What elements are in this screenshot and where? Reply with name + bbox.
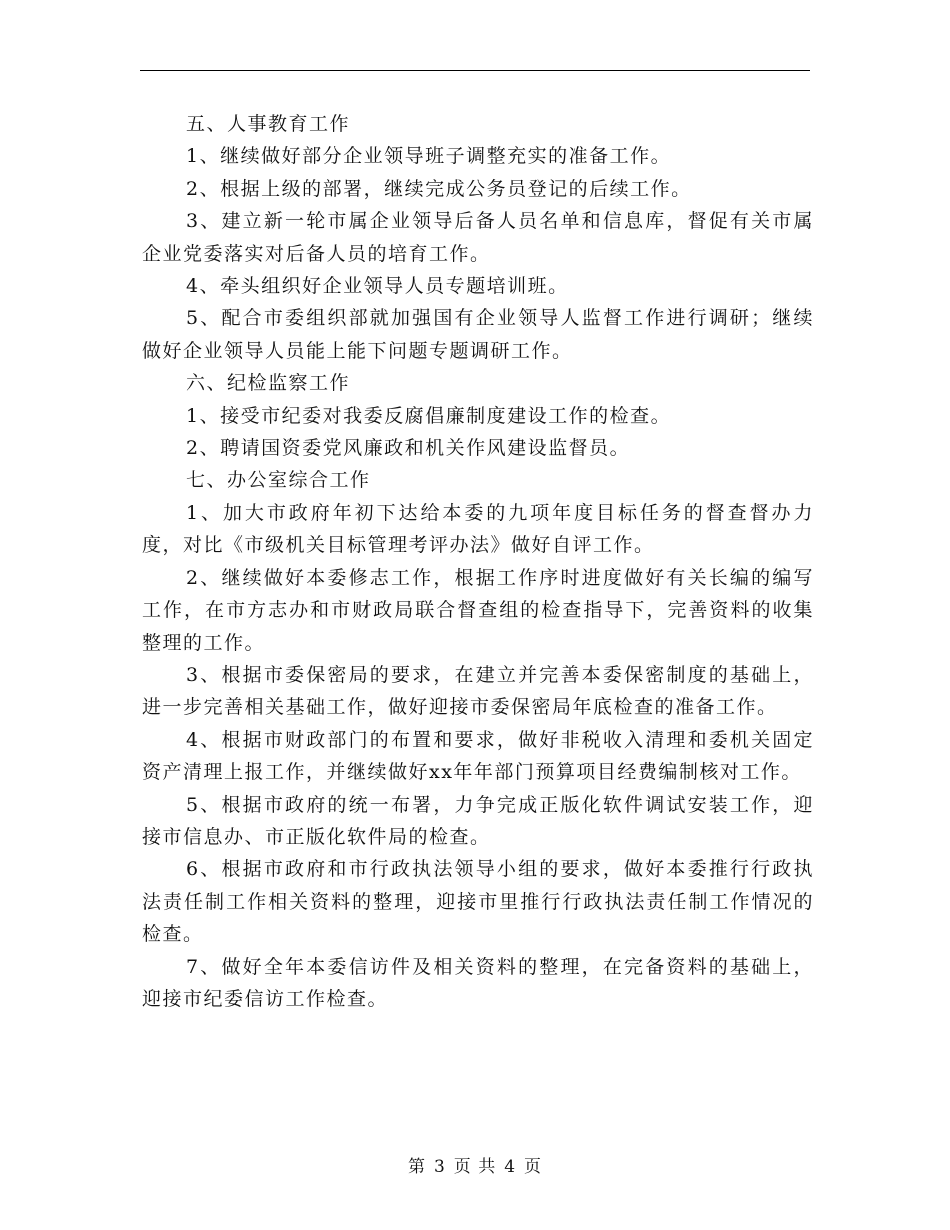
- paragraph: 3、根据市委保密局的要求，在建立并完善本委保密制度的基础上，进一步完善相关基础工作，做好迎接市委保密局年底检查的准备工作。: [142, 663, 814, 719]
- section-heading-office: 七、办公室综合工作: [186, 469, 371, 492]
- footer-total-pages: 4: [504, 1157, 517, 1177]
- section-heading-discipline: 六、纪检监察工作: [186, 372, 351, 395]
- footer-suffix: 页: [524, 1157, 543, 1177]
- header-rule: [140, 70, 810, 71]
- paragraph: 6、根据市政府和市行政执法领导小组的要求，做好本委推行行政执法责任制工作相关资料的整理，迎接市里推行行政执法责任制工作情况的检查。: [142, 858, 814, 946]
- paragraph: 1、继续做好部分企业领导班子调整充实的准备工作。: [186, 145, 672, 168]
- paragraph: 2、根据上级的部署，继续完成公务员登记的后续工作。: [186, 177, 692, 200]
- paragraph: 5、配合市委组织部就加强国有企业领导人监督工作进行调研；继续做好企业领导人员能上能下问题专题调研工作。: [142, 307, 814, 362]
- paragraph: 1、接受市纪委对我委反腐倡廉制度建设工作的检查。: [186, 404, 672, 427]
- paragraph: 2、继续做好本委修志工作，根据工作序时进度做好有关长编的编写工作，在市方志办和市财政局联合督查组的检查指导下，完善资料的收集整理的工作。: [142, 566, 814, 654]
- paragraph: 2、聘请国资委党风廉政和机关作风建设监督员。: [186, 437, 631, 460]
- paragraph: 5、根据市政府的统一布署，力争完成正版化软件调试安装工作，迎接市信息办、市正版化软件局的检查。: [142, 793, 814, 848]
- document-body: [142, 108, 814, 1015]
- footer-current-page: 3: [433, 1157, 446, 1177]
- paragraph: 1、加大市政府年初下达给本委的九项年度目标任务的督查督办力度，对比《市级机关目标管理考评办法》做好自评工作。: [142, 501, 814, 557]
- paragraph: 3、建立新一轮市属企业领导后备人员名单和信息库，督促有关市属企业党委落实对后备人员的培育工作。: [142, 210, 814, 265]
- footer-middle: 页 共: [453, 1157, 497, 1177]
- paragraph: 4、牵头组织好企业领导人员专题培训班。: [186, 275, 569, 298]
- section-heading-personnel: 五、人事教育工作: [186, 113, 351, 135]
- page-footer: [0, 1152, 950, 1177]
- paragraph: 7、做好全年本委信访件及相关资料的整理，在完备资料的基础上，迎接市纪委信访工作检查。: [142, 955, 814, 1010]
- paragraph: 4、根据市财政部门的布置和要求，做好非税收入清理和委机关固定资产清理上报工作，并继续做好xx年年部门预算项目经费编制核对工作。: [142, 728, 814, 784]
- footer-prefix: 第: [407, 1157, 426, 1177]
